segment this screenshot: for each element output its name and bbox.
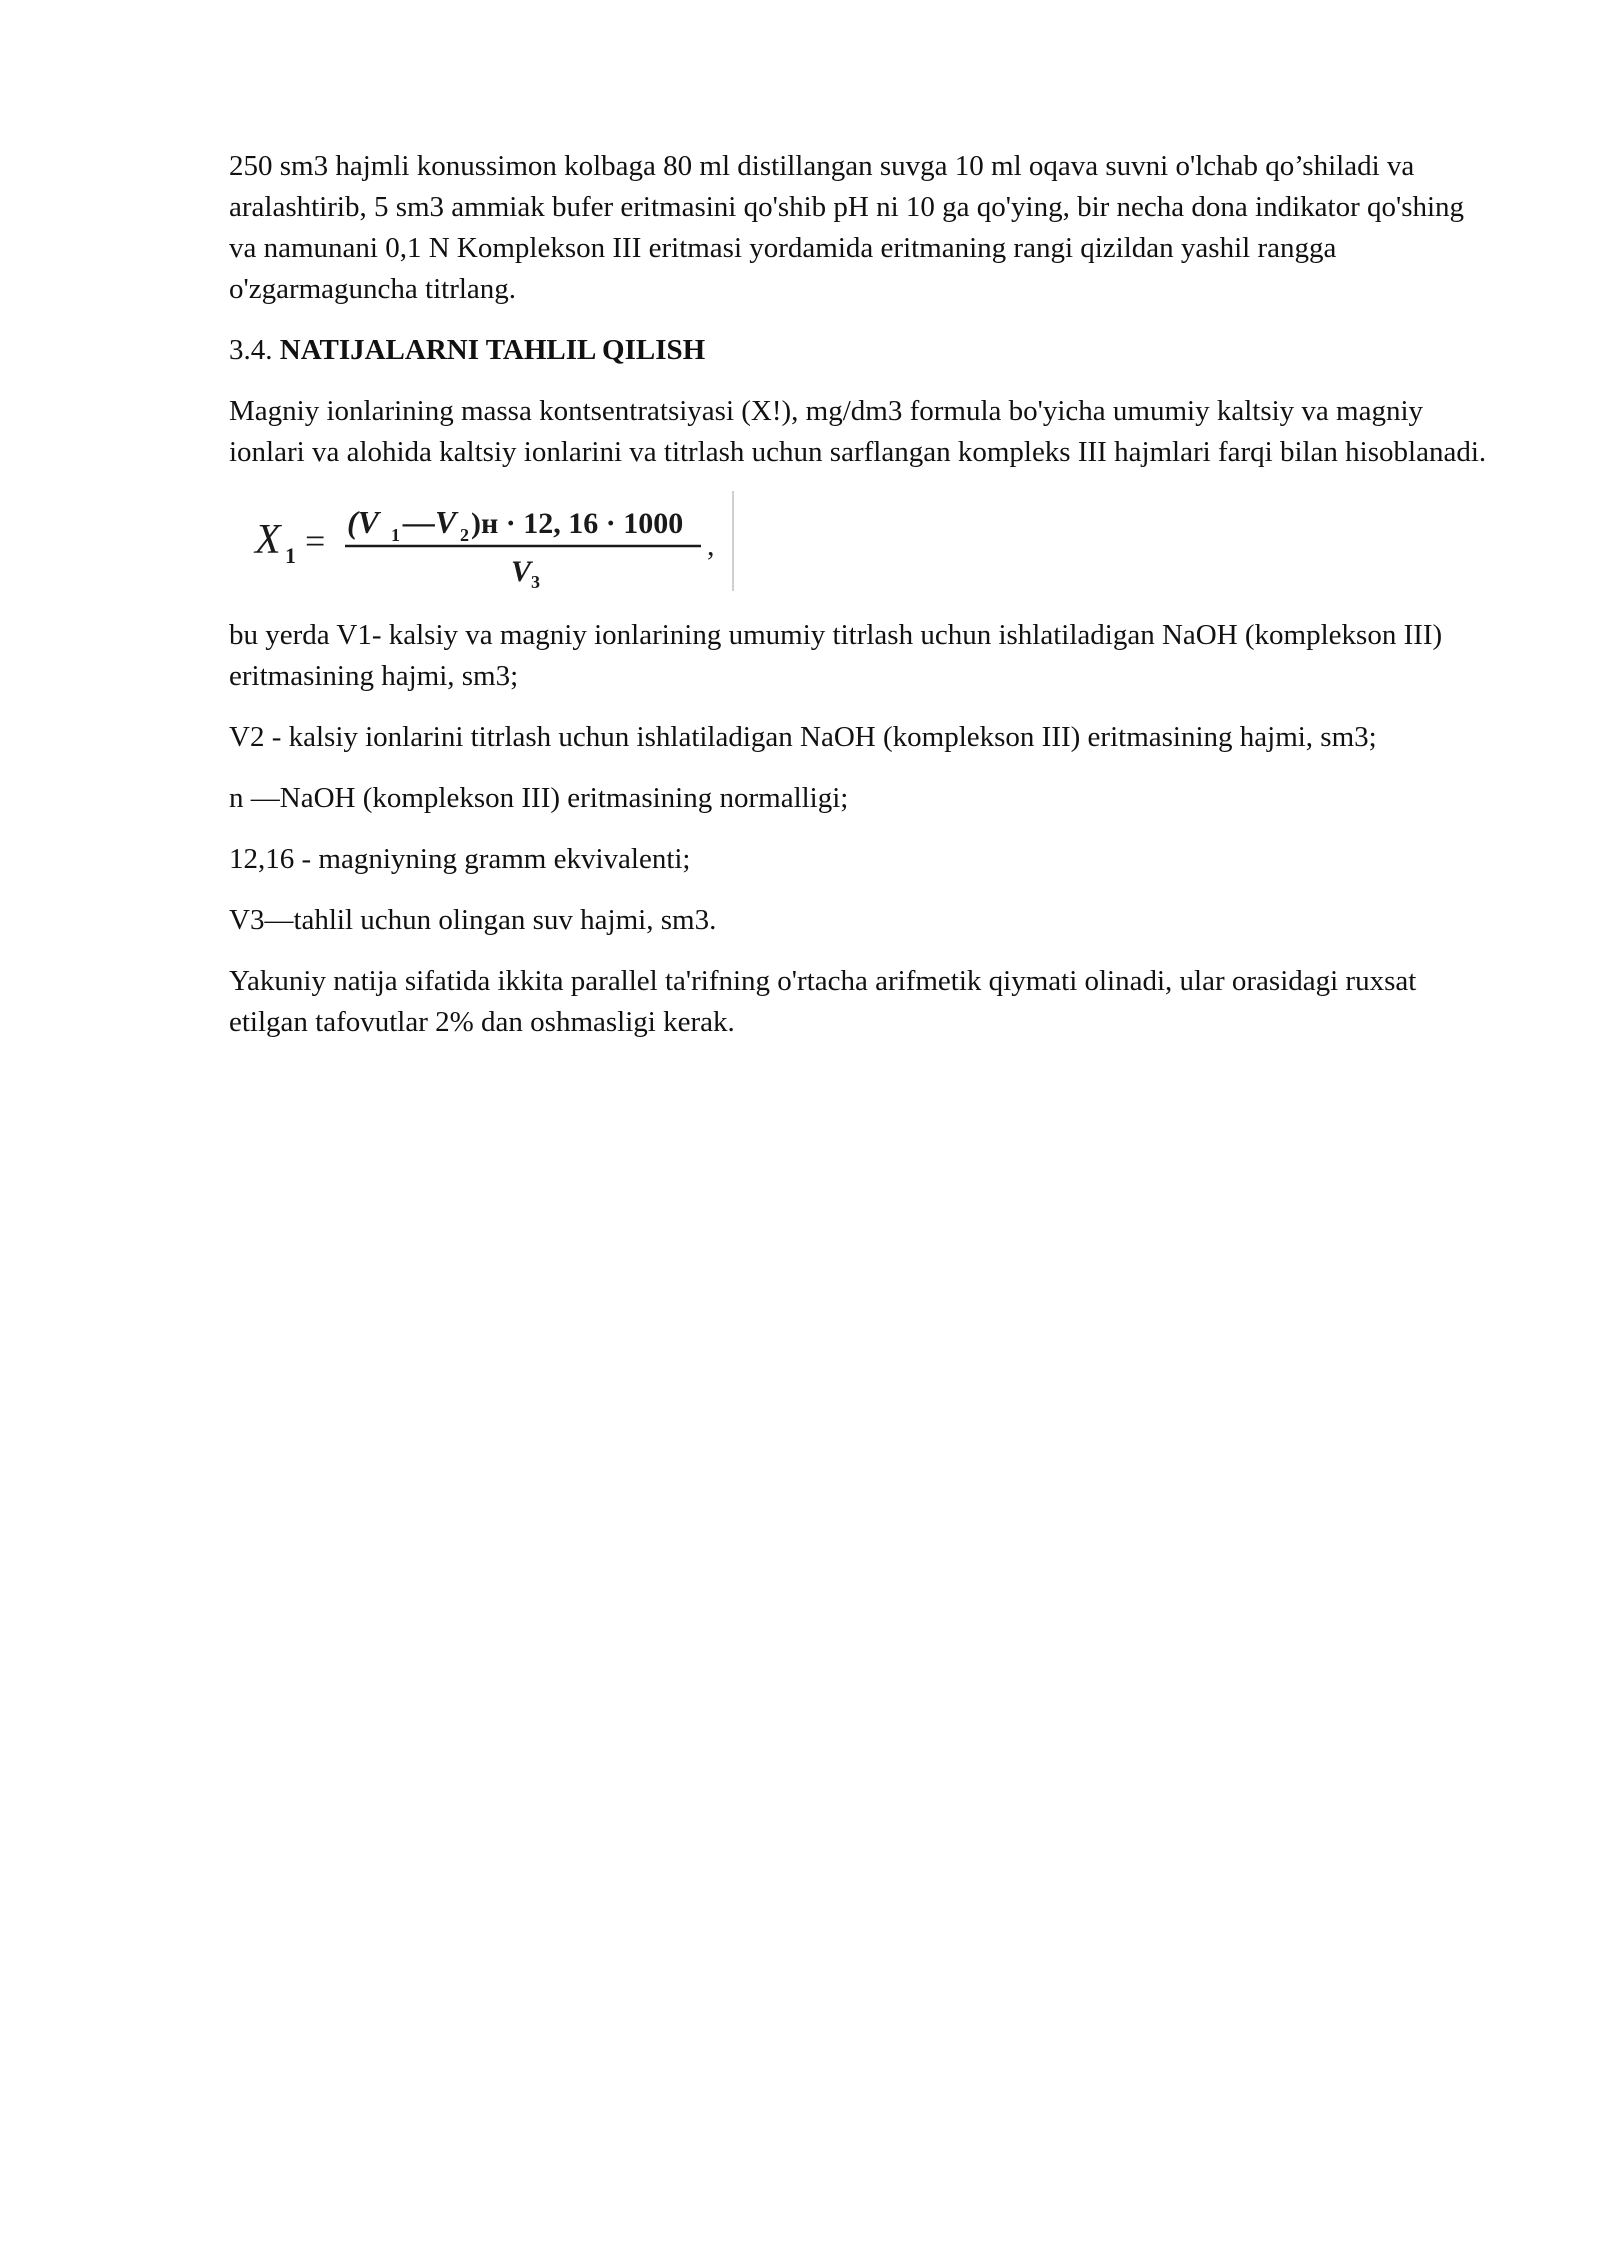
formula-numerator-open: (V — [347, 504, 379, 540]
formula-trailing-comma: , — [707, 529, 715, 562]
formula-svg — [249, 491, 769, 591]
formula-numerator-rest: )н · 12, 16 · 1000 — [471, 507, 684, 540]
definition-equivalent: 12,16 - magniyning gramm ekvivalenti; — [229, 843, 691, 875]
section-number: 3.4. — [229, 334, 273, 366]
formula-lhs-subscript: 1 — [285, 543, 296, 568]
formula-numerator-sub2: 2 — [460, 525, 469, 545]
formula-numerator-sub1: 1 — [391, 525, 400, 545]
formula-denominator-sub: 3 — [531, 572, 540, 591]
formula — [229, 491, 1489, 591]
definition-v2: V2 - kalsiy ionlarini titrlash uchun ishlatiladigan NaOH (komplekson III) eritmasining hajmi, sm3; — [229, 721, 1377, 753]
formula-equals: = — [305, 521, 326, 561]
formula-lhs-symbol: X — [255, 517, 281, 563]
final-paragraph: Yakuniy natija sifatida ikkita parallel ta'rifning o'rtacha arifmetik qiymati olinadi, ular orasidagi ruxsat etilgan tafovutlar 2% dan oshmasligi kerak. — [229, 965, 1417, 1038]
section-title: NATIJALARNI TAHLIL QILISH — [279, 334, 706, 366]
section-heading — [229, 330, 1489, 371]
formula-numerator-minus: —V — [403, 504, 457, 540]
document-page — [229, 146, 1489, 1063]
intro-paragraph: 250 sm3 hajmli konussimon kolbaga 80 ml distillangan suvga 10 ml oqava suvni o'lchab qo’shiladi va aralashtirib, 5 sm3 ammiak bufer eritmasini qo'shib pH ni 10 ga qo'ying, bir necha dona indikator qo'shing va namunani 0,1 N Komplekson III eritmasi yordamida eritmaning rangi qizildan yashil rangga o'zgarmaguncha titrlang. — [229, 150, 1465, 305]
definition-v3: V3—tahlil uchun olingan suv hajmi, sm3. — [229, 904, 717, 936]
formula-denominator-symbol: V — [511, 555, 532, 588]
definition-v1: bu yerda V1- kalsiy va magniy ionlarining umumiy titrlash uchun ishlatiladigan NaOH (komplekson III) eritmasining hajmi, sm3; — [229, 619, 1443, 692]
definition-n: n —NaOH (komplekson III) eritmasining normalligi; — [229, 782, 849, 814]
method-paragraph: Magniy ionlarining massa kontsentratsiyasi (X!), mg/dm3 formula bo'yicha umumiy kaltsiy va magniy ionlari va alohida kaltsiy ionlarini va titrlash uchun sarflangan kompleks III hajmlari farqi bilan hisoblanadi. — [229, 395, 1487, 468]
